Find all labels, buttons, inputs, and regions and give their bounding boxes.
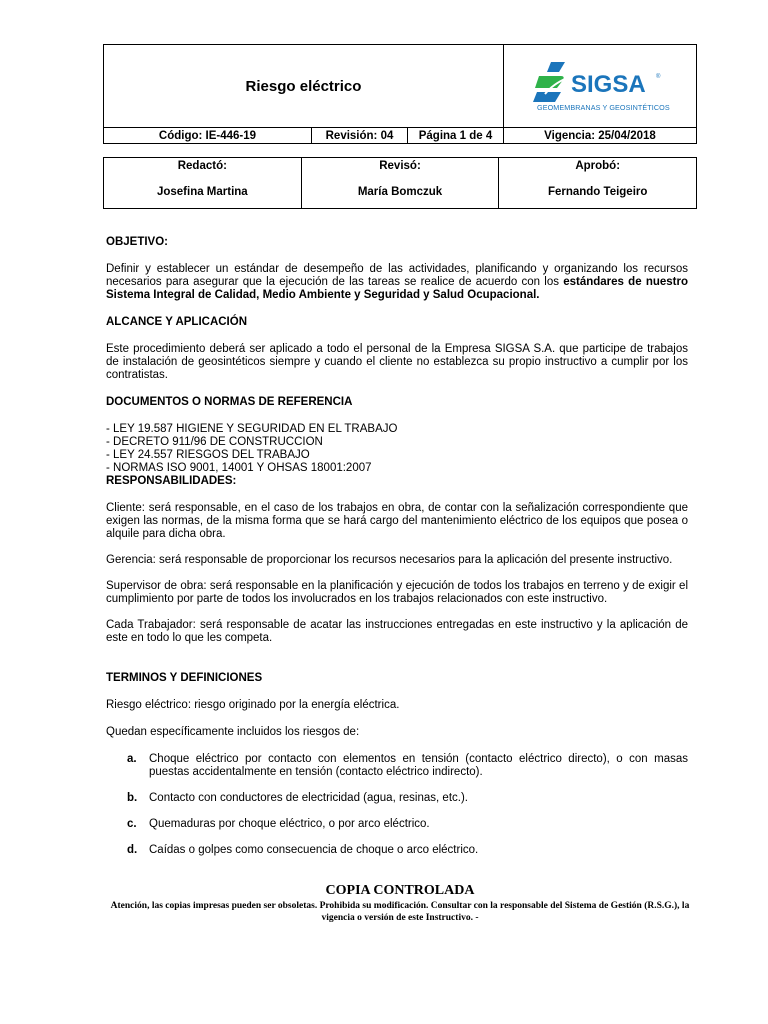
document-footer (103, 883, 697, 924)
copia-controlada: COPIA CONTROLADA (325, 883, 475, 898)
item-text: Contacto con conductores de electricidad (agua, resinas, etc.). (149, 792, 468, 804)
title-cell (104, 45, 504, 127)
document-title: Riesgo eléctrico (245, 77, 362, 95)
objetivo-heading: OBJETIVO: (106, 236, 168, 248)
company-logo (504, 45, 697, 127)
svg-text:SIGSA: SIGSA (570, 71, 646, 98)
terminos-heading: TERMINOS Y DEFINICIONES (106, 672, 263, 684)
list-item: - NORMAS ISO 9001, 14001 Y OHSAS 18001:2007 (106, 462, 372, 474)
item-label: a. (127, 753, 137, 765)
document-header (103, 44, 697, 144)
footer-warning: Atención, las copias impresas pueden ser obsoletas. Prohibida su modificación. Consultar con la responsable del Sistema de Gestión (R.S.G.), la vigencia o versión de este Instructivo. - (110, 901, 690, 923)
role-label: Aprobó: (575, 160, 621, 172)
redacto-column (104, 158, 302, 208)
alcance-text: Este procedimiento deberá ser aplicado a todo el personal de la Empresa SIGSA S.A. que participe de trabajos de instalación de geosintéticos siempre y cuando el cliente no establezca su propio instructivo a cumplir por los contratistas. (106, 343, 688, 381)
terminos-definition: Riesgo eléctrico: riesgo originado por la energía eléctrica. (106, 699, 400, 711)
list-item: - LEY 19.587 HIGIENE Y SEGURIDAD EN EL TRABAJO (106, 423, 398, 435)
revision-cell: Revisión: 04 (312, 128, 408, 144)
codigo-cell: Código: IE-446-19 (104, 128, 312, 144)
objetivo-bold-text: estándares de nuestro Sistema Integral de Calidad, Medio Ambiente y Seguridad y Salud Ocupacional. (106, 276, 688, 301)
vigencia-cell: Vigencia: 25/04/2018 (544, 130, 656, 142)
responsabilidades-heading: RESPONSABILIDADES: (106, 475, 237, 487)
list-item (106, 844, 688, 857)
signer-name: Fernando Teigeiro (547, 186, 648, 198)
item-text: Quemaduras por choque eléctrico, o por arco eléctrico. (149, 818, 430, 830)
item-label: d. (127, 844, 138, 856)
documentos-heading: DOCUMENTOS O NORMAS DE REFERENCIA (106, 396, 353, 408)
responsabilidad-gerencia: Gerencia: será responsable de proporcionar los recursos necesarios para la aplicación del presente instructivo. (106, 554, 673, 566)
role-label: Revisó: (379, 160, 421, 172)
documentos-list (106, 423, 688, 475)
signer-name: Josefina Martina (156, 186, 248, 198)
list-item (106, 753, 688, 779)
list-item: - LEY 24.557 RIESGOS DEL TRABAJO (106, 449, 310, 461)
responsabilidad-cliente: Cliente: será responsable, en el caso de los trabajos en obra, de contar con la señalización correspondiente que exigen las normas, de la misma forma que se hará cargo del mantenimiento eléctrico de los equipos que posea o alquile para dicha obra. (106, 502, 688, 540)
signer-name: María Bomczuk (357, 186, 443, 198)
reviso-column (302, 158, 500, 208)
terminos-intro: Quedan específicamente incluidos los riesgos de: (106, 726, 360, 738)
alcance-heading: ALCANCE Y APLICACIÓN (106, 316, 247, 328)
objetivo-text: Definir y establecer un estándar de desempeño de las actividades, planificando y organizando los recursos necesarios para asegurar que la ejecución de las tareas se realice de acuerdo con los estándares de nuestro Sistema Integral de Calidad, Medio Ambiente y Seguridad y Salud Ocupacional. (106, 263, 688, 301)
aprobo-column (499, 158, 696, 208)
list-item (106, 818, 688, 831)
list-item (106, 792, 688, 805)
pagina-cell: Página 1 de 4 (408, 128, 504, 144)
list-item: - DECRETO 911/96 DE CONSTRUCCION (106, 436, 323, 448)
document-body (106, 236, 688, 870)
item-label: b. (127, 792, 138, 804)
sigsa-logo-icon (531, 58, 671, 114)
svg-text:GEOMEMBRANAS Y GEOSINTÉTICOS: GEOMEMBRANAS Y GEOSINTÉTICOS (536, 103, 670, 112)
responsabilidad-supervisor: Supervisor de obra: será responsable en la planificación y ejecución de todos los trabajos en terreno y de exigir el cumplimiento por parte de todos los involucrados en los trabajos relacionados con este instructivo. (106, 580, 688, 605)
header-info-row (104, 127, 696, 144)
svg-text:®: ® (655, 74, 660, 80)
item-text: Choque eléctrico por contacto con elementos en tensión (contacto eléctrico directo), o con masas puestas accidentalmente en tensión (contacto eléctrico indirecto). (149, 753, 688, 778)
role-label: Redactó: (177, 160, 227, 172)
riesgos-list (106, 753, 688, 857)
responsabilidad-trabajador: Cada Trabajador: será responsable de acatar las instrucciones entregadas en este instructivo y la aplicación de este en todo lo que les competa. (106, 619, 688, 644)
item-text: Caídas o golpes como consecuencia de choque o arco eléctrico. (149, 844, 479, 856)
approval-table (103, 157, 697, 209)
item-label: c. (127, 818, 137, 830)
